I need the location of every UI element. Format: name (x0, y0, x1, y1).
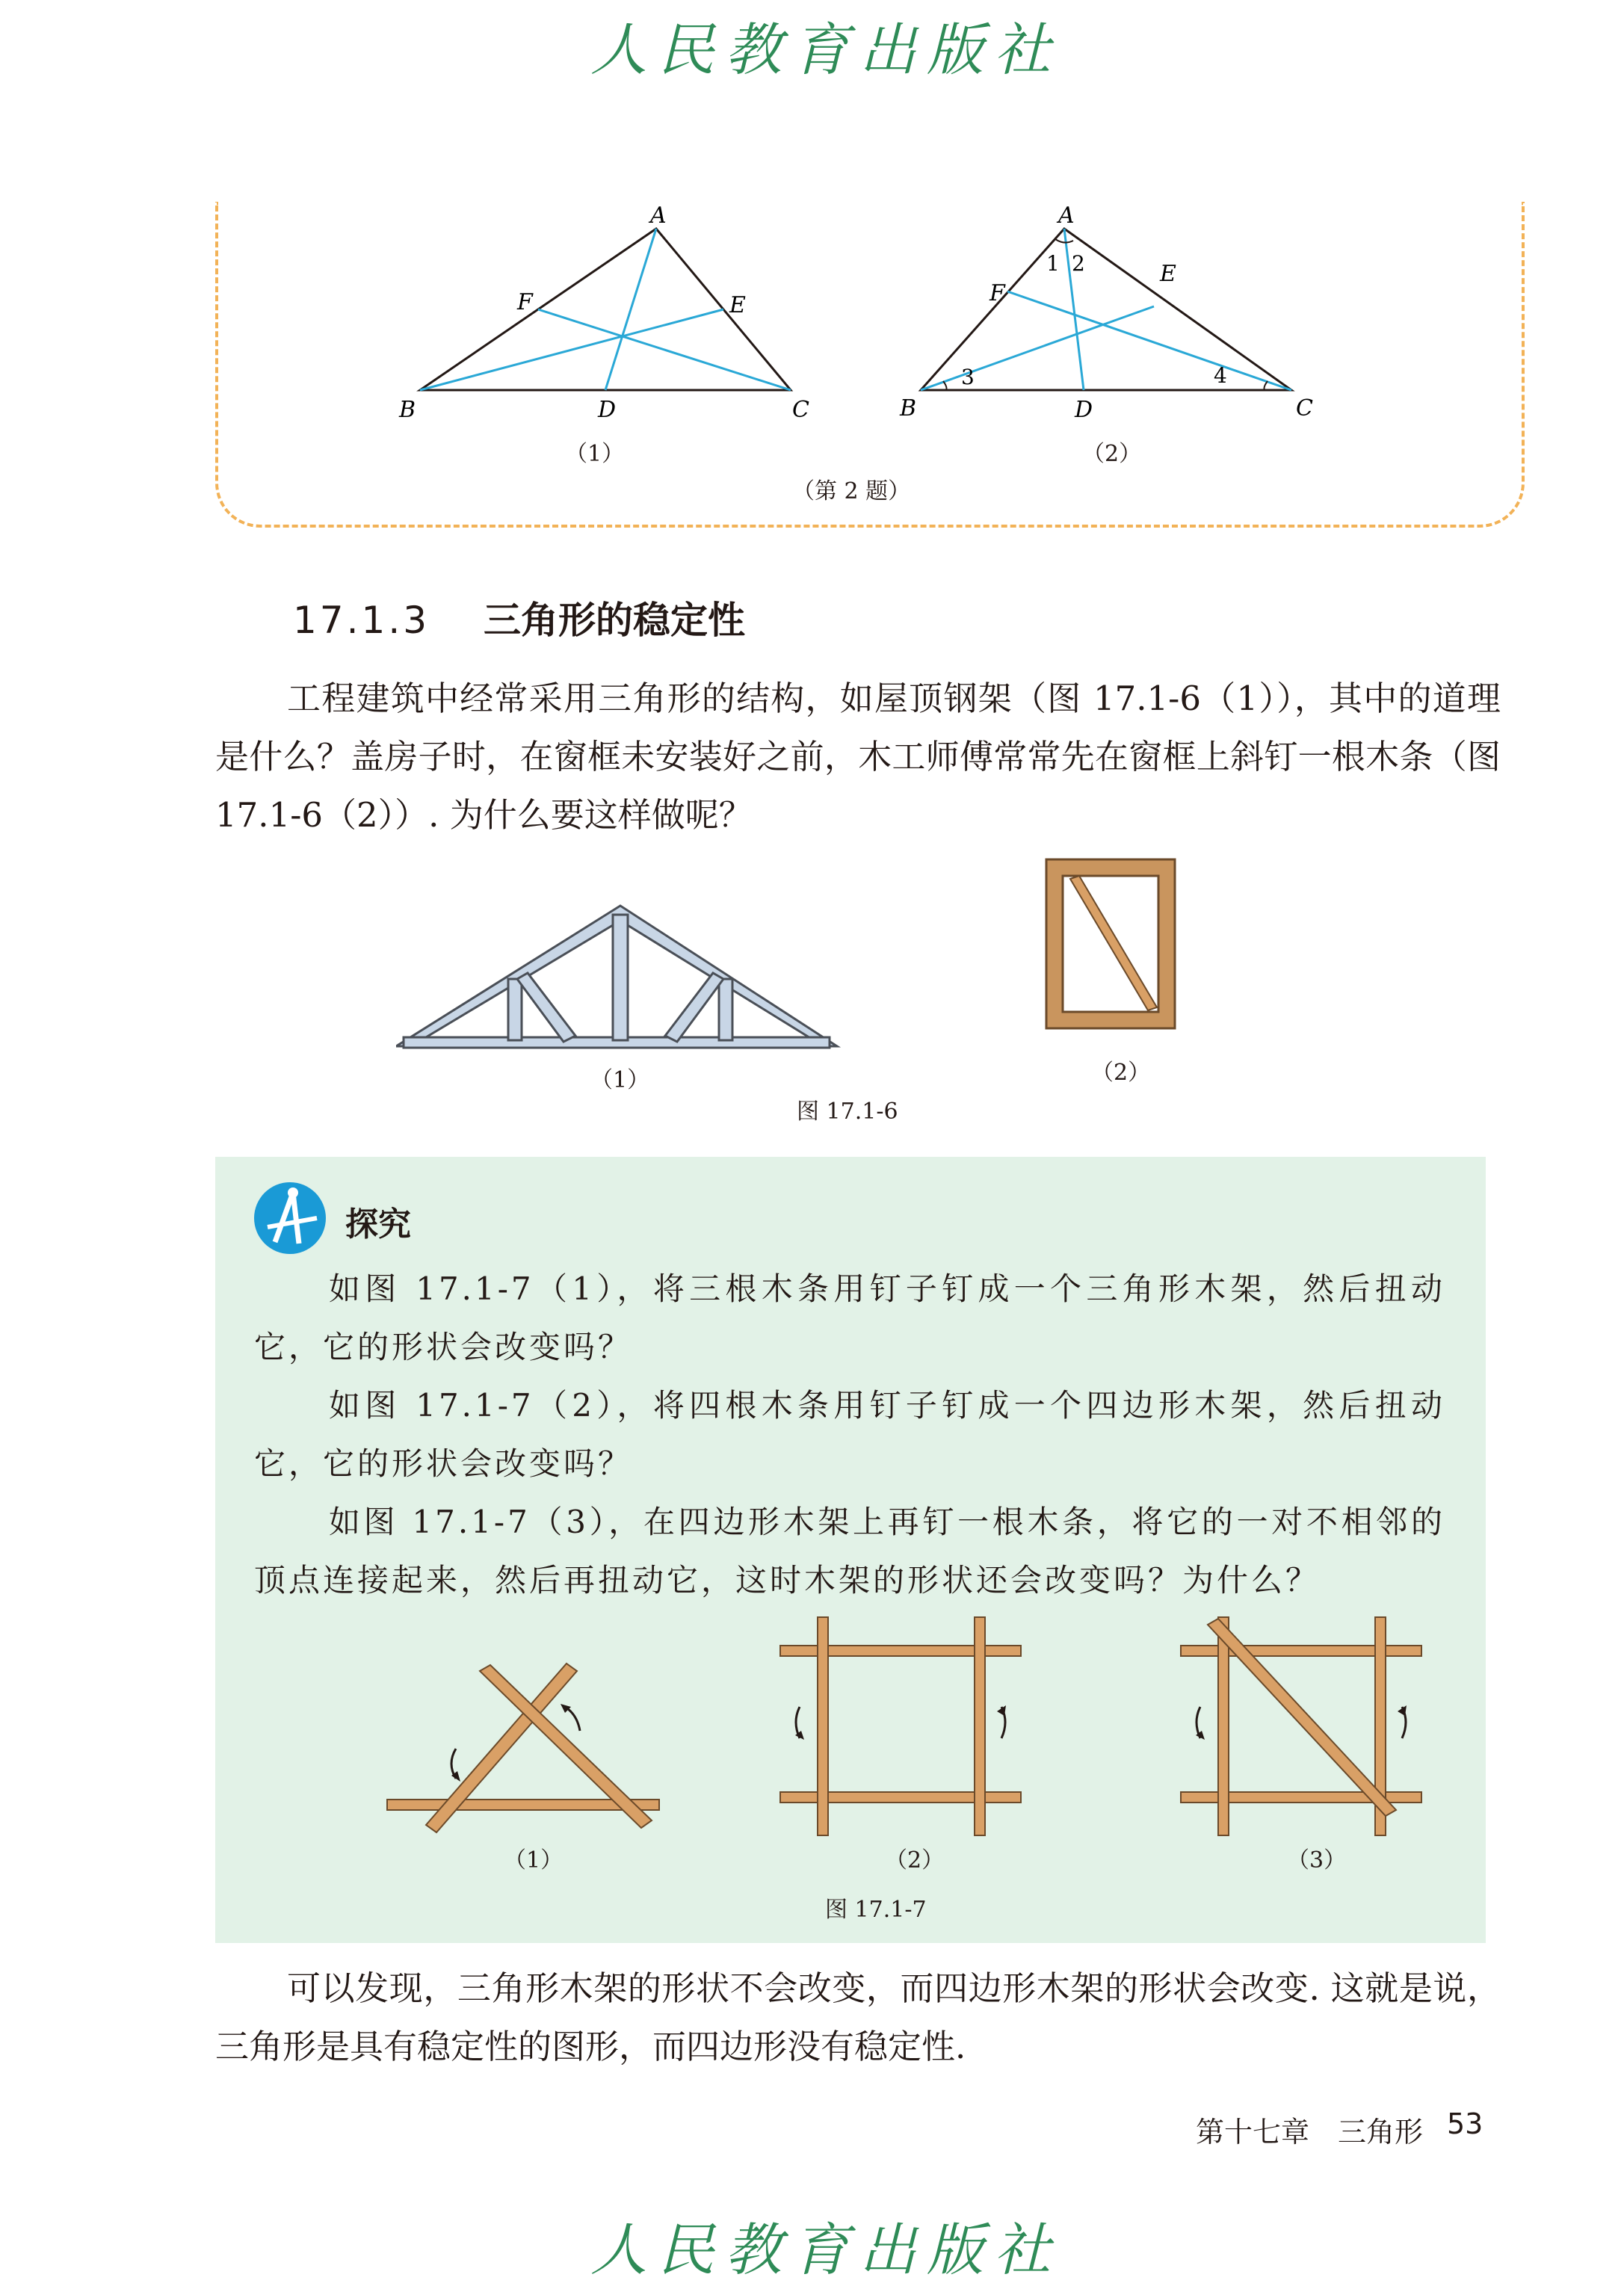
fig-17-1-7-sub1: （1） (504, 1847, 564, 1874)
publisher-logo-top: 人民教育出版社 (590, 16, 1061, 83)
problem-caption: （第 2 题） (792, 478, 911, 504)
fig2-caption: （2） (1082, 441, 1142, 467)
fig1-caption: （1） (565, 441, 625, 467)
publisher-logo-bottom: 人民教育出版社 (590, 2217, 1061, 2283)
truss-structure (396, 906, 837, 1048)
explore-paragraph-2: 如图 17.1-7（2），将四根木条用钉子钉成一个四边形木架，然后扭动它，它的形状会改变吗？ (254, 1387, 1445, 1482)
label-c-2: C (1296, 395, 1313, 421)
label-d: D (598, 397, 617, 423)
fig-17-1-6-sub2: （2） (1091, 1060, 1151, 1086)
fig-17-1-6-caption: 图 17.1-6 (797, 1099, 898, 1125)
angle-label-4: 4 (1214, 363, 1227, 388)
stick-right-vertical (975, 1617, 985, 1835)
page-number: 53 (1447, 2107, 1483, 2140)
section-title: 三角形的稳定性 (483, 599, 745, 642)
fig-17-1-7-sub2: （2） (885, 1847, 945, 1874)
angle-mark-a (1055, 239, 1073, 243)
explore-paragraph-1: 如图 17.1-7（1），将三根木条用钉子钉成一个三角形木架，然后扭动它，它的形状会改变吗？ (254, 1270, 1445, 1365)
angle-label-1: 1 (1046, 251, 1060, 276)
square-wood-frame (777, 1614, 1024, 1838)
window-frame-figure (1045, 858, 1178, 1031)
label-c: C (792, 397, 809, 423)
label-f: F (517, 289, 533, 315)
conclusion-paragraph: 可以发现，三角形木架的形状不会改变，而四边形木架的形状会改变. 这就是说，三角形是具有稳定性的图形，而四边形没有稳定性. (215, 1968, 1501, 2066)
triangle-abc-outline-2 (921, 229, 1291, 390)
section-heading (293, 590, 745, 644)
truss-left-post (508, 979, 522, 1040)
label-f-2: F (989, 280, 1005, 306)
stick-left-vertical (818, 1617, 828, 1835)
braced-square-wood-frame (1178, 1614, 1424, 1838)
truss-king-post (613, 915, 628, 1040)
angle-label-2: 2 (1072, 251, 1085, 276)
triangle-bisectors-figure (897, 202, 1315, 448)
explore-title: 探究 (345, 1205, 411, 1244)
median-be (420, 309, 723, 390)
angle-mark-b (943, 381, 947, 390)
truss-right-post (719, 979, 732, 1040)
intro-paragraph: 工程建筑中经常采用三角形的结构，如屋顶钢架（图 17.1-6（1）），其中的道理是什么？盖房子时，在窗框未安装好之前，木工师傅常常先在窗框上斜钉一根木条（图 17.1-6（2））. 为什么要这样做呢？ (215, 679, 1501, 835)
bisector-be (921, 306, 1154, 390)
label-b: B (399, 397, 416, 423)
fig-17-1-7-sub3: （3） (1287, 1847, 1347, 1874)
fig-17-1-7-caption: 图 17.1-7 (825, 1897, 927, 1923)
median-ad (605, 229, 656, 390)
bisector-cf (1007, 291, 1291, 390)
angle-label-3: 3 (961, 365, 975, 389)
truss-right-brace (665, 973, 723, 1042)
triangle-wood-frame (381, 1644, 665, 1838)
explore-paragraph-3: 如图 17.1-7（3），在四边形木架上再钉一根木条，将它的一对不相邻的顶点连接起来，然后再扭动它，这时木架的形状还会改变吗？为什么？ (254, 1504, 1445, 1599)
triangle-medians-figure (396, 202, 815, 448)
truss-left-brace (517, 973, 575, 1042)
angle-mark-c (1265, 381, 1268, 390)
label-e: E (729, 292, 746, 318)
fig-17-1-6-sub1: （1） (590, 1067, 650, 1093)
label-d-2: D (1075, 397, 1093, 423)
section-number: 17.1.3 (293, 599, 430, 642)
roof-truss-figure (396, 895, 845, 1058)
chapter-label: 第十七章 三角形 (1196, 2116, 1424, 2149)
label-a: A (650, 203, 667, 229)
label-e-2: E (1160, 261, 1176, 287)
label-b-2: B (900, 395, 917, 421)
label-a-2: A (1058, 203, 1075, 229)
compass-icon (253, 1181, 327, 1255)
stick-left-vertical-3 (1218, 1617, 1229, 1835)
